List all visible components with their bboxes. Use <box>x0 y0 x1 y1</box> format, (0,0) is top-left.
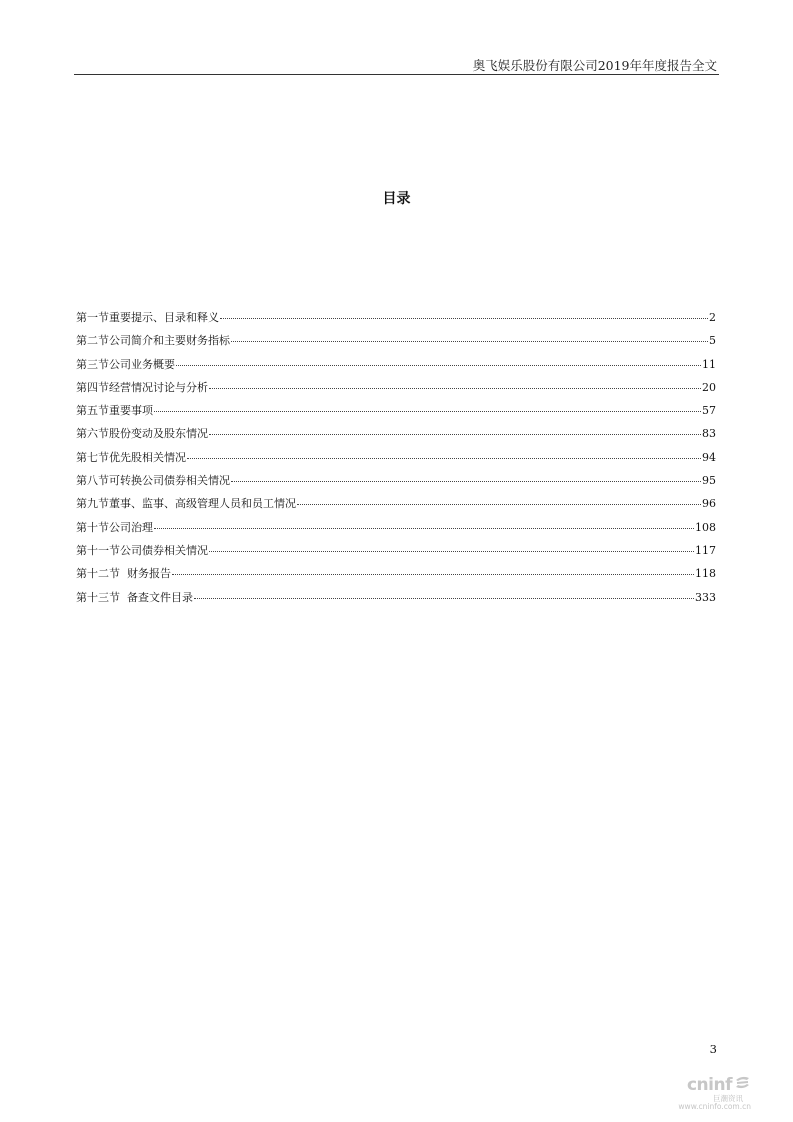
toc-dot-leader <box>231 481 701 482</box>
cninfo-logo <box>687 1075 751 1095</box>
toc-entry-title: 第七节优先股相关情况 <box>76 450 186 464</box>
toc-entry-page: 83 <box>702 427 716 441</box>
cninfo-url: www.cninfo.com.cn <box>678 1102 751 1111</box>
toc-entry[interactable] <box>76 519 716 542</box>
toc-dot-leader <box>209 551 694 552</box>
toc-dot-leader <box>194 598 694 599</box>
toc-dot-leader <box>220 318 708 319</box>
toc-entry[interactable] <box>76 309 716 332</box>
toc-entry-title: 第五节重要事项 <box>76 404 153 418</box>
toc-entry-title: 第一节重要提示、目录和释义 <box>76 311 219 324</box>
cninfo-chinese-name: 巨潮资讯 <box>713 1094 743 1103</box>
toc-entry-page: 5 <box>709 334 716 348</box>
toc-entry[interactable] <box>76 332 716 355</box>
toc-entry-title: 第九节董事、监事、高级管理人员和员工情况 <box>76 497 296 511</box>
toc-entry-page: 96 <box>702 497 716 511</box>
toc-entry[interactable] <box>76 379 716 402</box>
toc-dot-leader <box>231 341 708 342</box>
toc-entry-page: 117 <box>695 543 716 557</box>
toc-entry-title: 第四节经营情况讨论与分析 <box>76 380 208 394</box>
toc-entry[interactable] <box>76 356 716 379</box>
table-of-contents <box>76 309 716 612</box>
page-number: 3 <box>709 1042 717 1056</box>
toc-entry[interactable] <box>76 425 716 448</box>
toc-entry-title: 第十三节 备查文件目录 <box>76 590 193 604</box>
report-header-title: 奥飞娱乐股份有限公司2019年年度报告全文 <box>472 58 717 73</box>
toc-entry-page: 333 <box>695 590 716 604</box>
toc-dot-leader <box>154 411 701 412</box>
toc-dot-leader <box>187 458 701 459</box>
toc-entry-title: 第十二节 财务报告 <box>76 567 171 581</box>
toc-entry-title: 第三节公司业务概要 <box>76 357 175 371</box>
toc-entry-title: 第十一节公司债券相关情况 <box>76 543 208 557</box>
toc-entry[interactable] <box>76 565 716 588</box>
toc-dot-leader <box>154 528 694 529</box>
toc-entry[interactable] <box>76 495 716 518</box>
toc-entry-title: 第二节公司简介和主要财务指标 <box>76 334 230 348</box>
toc-entry[interactable] <box>76 542 716 565</box>
toc-entry-page: 2 <box>709 311 716 324</box>
toc-dot-leader <box>172 574 694 575</box>
toc-entry[interactable] <box>76 472 716 495</box>
toc-entry-page: 11 <box>702 357 716 371</box>
toc-entry-page: 95 <box>702 474 716 488</box>
toc-dot-leader <box>209 434 701 435</box>
cninfo-swirl-icon <box>734 1075 751 1095</box>
toc-entry[interactable] <box>76 589 716 612</box>
toc-entry-page: 57 <box>702 404 716 418</box>
toc-entry-title: 第八节可转换公司债券相关情况 <box>76 474 230 488</box>
toc-dot-leader <box>176 365 701 366</box>
toc-heading: 目录 <box>382 191 411 207</box>
cninfo-logo-text: cninf <box>686 1075 732 1095</box>
toc-entry-page: 94 <box>702 450 716 464</box>
toc-entry[interactable] <box>76 449 716 472</box>
toc-entry-title: 第六节股份变动及股东情况 <box>76 427 208 441</box>
toc-dot-leader <box>297 504 701 505</box>
toc-entry[interactable] <box>76 402 716 425</box>
toc-entry-page: 20 <box>702 380 716 394</box>
toc-entry-page: 108 <box>695 520 716 534</box>
header-divider <box>74 74 719 75</box>
toc-entry-title: 第十节公司治理 <box>76 520 153 534</box>
toc-dot-leader <box>209 388 701 389</box>
cninfo-watermark <box>678 1075 773 1113</box>
toc-entry-page: 118 <box>695 567 716 581</box>
